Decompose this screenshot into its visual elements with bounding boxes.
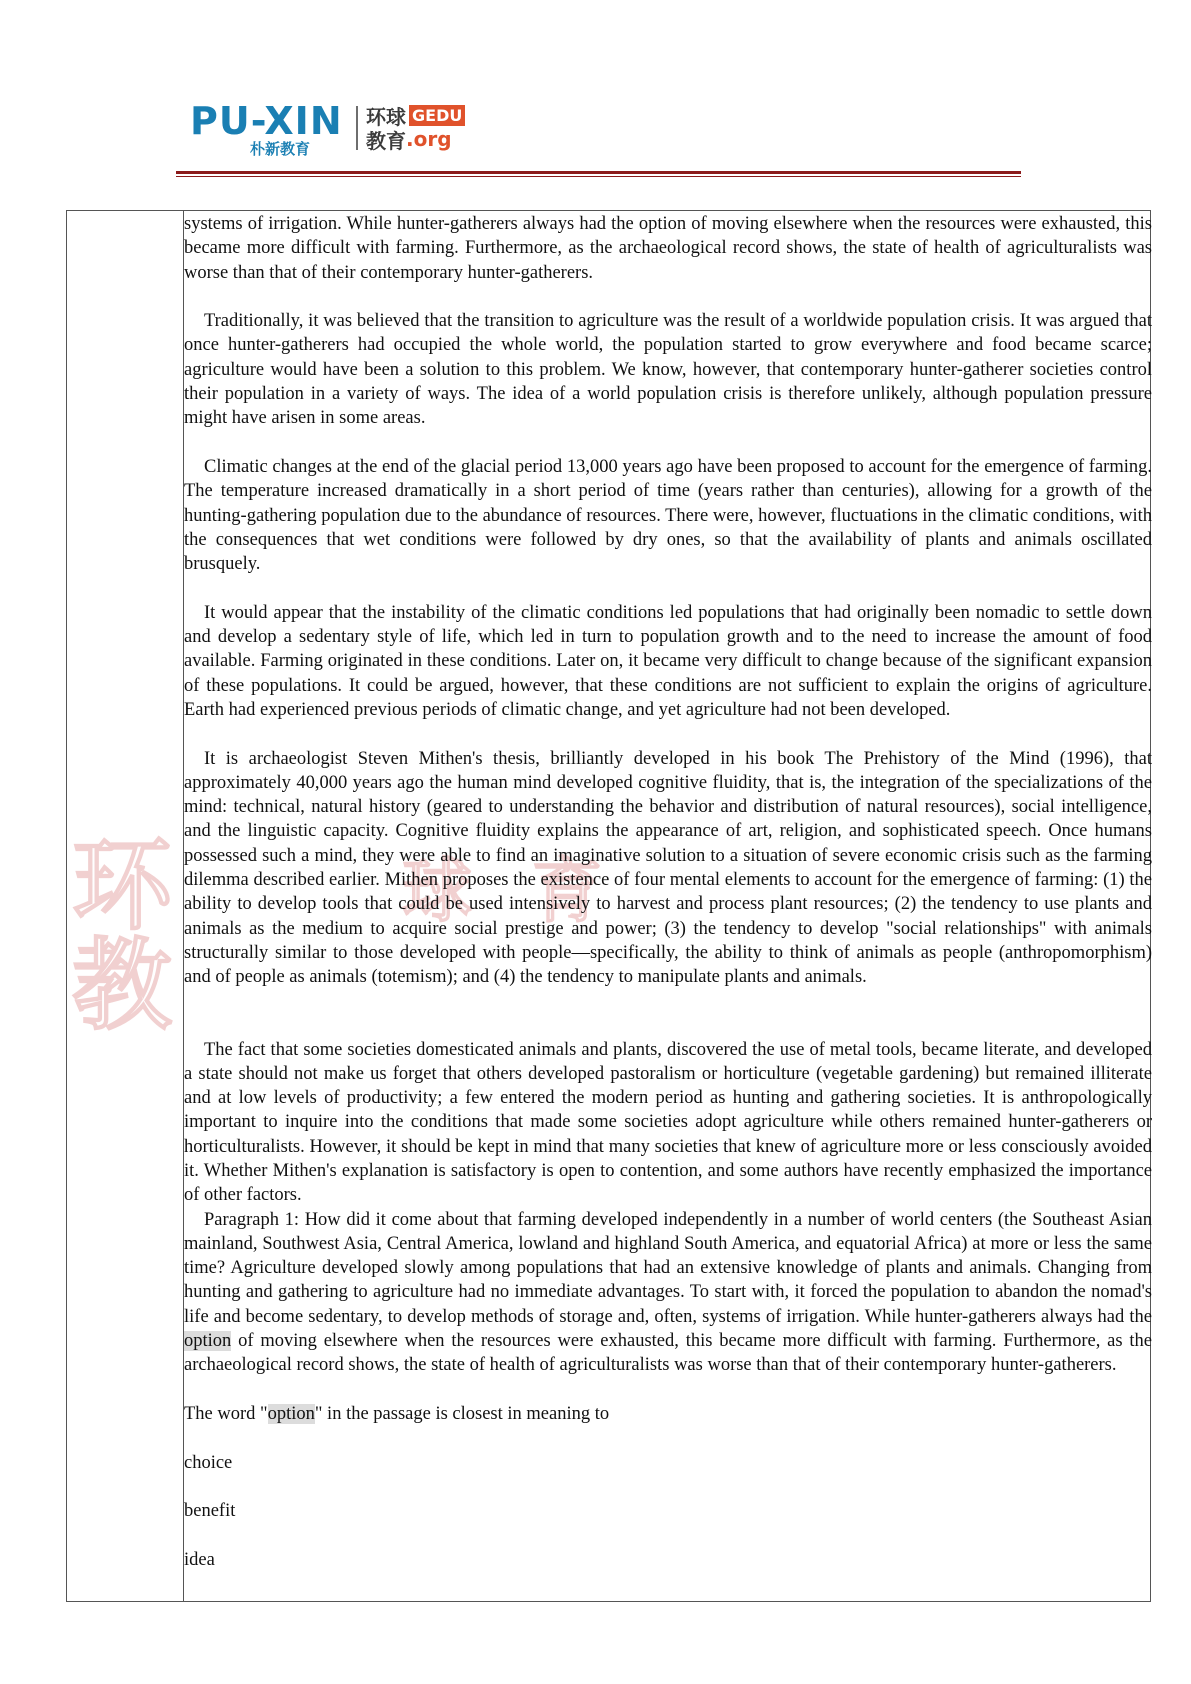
puxin-logo-text: PU-XIN (190, 99, 343, 143)
header-rule (176, 171, 1021, 174)
question-stem-text: The word " (184, 1403, 268, 1424)
page-header (176, 84, 1036, 184)
header-rule-thin (176, 176, 1021, 177)
watermark-char: 球 (402, 850, 472, 932)
passage-paragraph: Traditionally, it was believed that the transition to agriculture was the result of a worldwide population crisis. It was argued that once hunter-gatherers had occupied the whole world, the population started to grow everywhere and food became scarce; agriculture would have been a solution to this problem. We know, however, that contemporary hunter-gatherer societies control their population in a variety of ways. The idea of a world population crisis is therefore unlikely, although population pressure might have arisen in some areas. (184, 311, 1152, 429)
watermark-char: 育 (532, 850, 602, 932)
passage-paragraph: It would appear that the instability of the climatic conditions led populations that had originally been nomadic to settle down and develop a sedentary style of life, which led in turn to population growth and to the need to increase the amount of food available. Farming originated in these conditions. Later on, it became very difficult to change because of the significant expansion of these populations. It could be argued, however, that these conditions are not sufficient to explain the origins of agriculture. Earth had experienced previous periods of climatic change, and yet agriculture had not been developed. (184, 602, 1152, 720)
passage-paragraph: systems of irrigation. While hunter-gatherers always had the option of moving elsewhere when the resources were exhausted, this became more difficult with farming. Furthermore, as the archaeological record shows, the state of health of agriculturalists was worse than that of their contemporary hunter-gatherers. (184, 214, 1152, 283)
answer-option[interactable]: choice (184, 1452, 233, 1473)
gedu-logo-cn-bottom: 教育 (366, 128, 406, 153)
question-stem-text: " in the passage is closest in meaning to (314, 1403, 610, 1424)
gedu-logo (366, 104, 496, 153)
passage-paragraph: It is archaeologist Steven Mithen's thesis, brilliantly developed in his book The Prehistory of the Mind (1996), that approximately 40,000 years ago the human mind developed cognitive fluidity, that is, the integration of the specializations of the mind: technical, natural history (geared to understanding the behavior and distribution of natural resources), social intelligence, and the linguistic capacity. Cognitive fluidity explains the appearance of art, religion, and sophisticated speech. Once humans possessed such a mind, they were able to find an imaginative solution to a situation of severe economic crisis such as the farming dilemma described earlier. Mithen proposes the existence of four mental elements to account for the emergence of farming: (1) the ability to develop tools that could be used intensively to harvest and process plant resources; (2) the tendency to use plants and animals as the medium to acquire social prestige and power; (3) the tendency to develop "social relationships" with animals structurally similar to those developed with people—specifically, the ability to think of animals as people (anthropomorphism) and of people as animals (totemism); and (4) the tendency to manipulate plants and animals. (184, 748, 1152, 988)
question-highlighted-word: option (267, 1403, 315, 1424)
passage-paragraph: The fact that some societies domesticated animals and plants, discovered the use of metal tools, became literate, and developed a state should not make us forget that others developed pastoralism or horticulture (vegetable gardening) but remained illiterate and at low levels of productivity; a few entered the modern period as hunting and gathering societies. It is anthropologically important to inquire into the conditions that made some societies adopt agriculture while others remained hunter-gatherers or horticulturalists. However, it should be kept in mind that many societies that knew of agriculture more or less consciously avoided it. Whether Mithen's explanation is satisfactory is open to contention, and some authors have recently emphasized the importance of other factors. (184, 1039, 1152, 1206)
highlighted-word: option (184, 1331, 232, 1352)
question-block (184, 1402, 1152, 1572)
question-paragraph-text: Paragraph 1: How did it come about that farming developed independently in a number of world centers (the Southeast Asian mainland, Southwest Asia, Central America, lowland and highland South America, and equatorial Africa) at more or less the same time? Agriculture developed slowly among populations that had an extensive knowledge of plants and animals. Changing from hunting and gathering to agriculture had no immediate advantages. To start with, it forced the population to abandon the nomad's life and become sedentary, to develop methods of storage and, often, systems of irrigation. While hunter-gatherers always had the (184, 1209, 1152, 1327)
question-stem (184, 1402, 1152, 1426)
watermark-char: 环 (72, 827, 172, 944)
gedu-logo-cn-top: 环球 (366, 104, 406, 129)
puxin-logo-cn: 朴新教育 (250, 140, 311, 158)
answer-option[interactable]: benefit (184, 1501, 236, 1522)
question-paragraph-text: of moving elsewhere when the resources were exhausted, this became more difficult with farming. Furthermore, as the archaeological record shows, the state of health of agriculturalists was worse than that of their contemporary hunter-gatherers. (184, 1331, 1152, 1376)
answer-option[interactable]: idea (184, 1549, 215, 1570)
passage-content (184, 212, 1152, 1596)
question-paragraph (184, 1208, 1152, 1378)
passage-paragraph: Climatic changes at the end of the glacial period 13,000 years ago have been proposed to account for the emergence of farming. The temperature increased dramatically in a short period of time (years rather than centuries), allowing for a growth of the hunting-gathering population due to the abundance of resources. There were, however, fluctuations in the climatic conditions, with the consequences that wet conditions were followed by dry ones, so that the availability of plants and animals oscillated brusquely. (184, 456, 1152, 575)
puxin-logo (190, 99, 350, 158)
gedu-logo-org: .org (406, 127, 452, 151)
logo-separator (356, 106, 358, 150)
gedu-logo-badge: GEDU (409, 105, 465, 126)
watermark-char: 教 (72, 927, 172, 1044)
